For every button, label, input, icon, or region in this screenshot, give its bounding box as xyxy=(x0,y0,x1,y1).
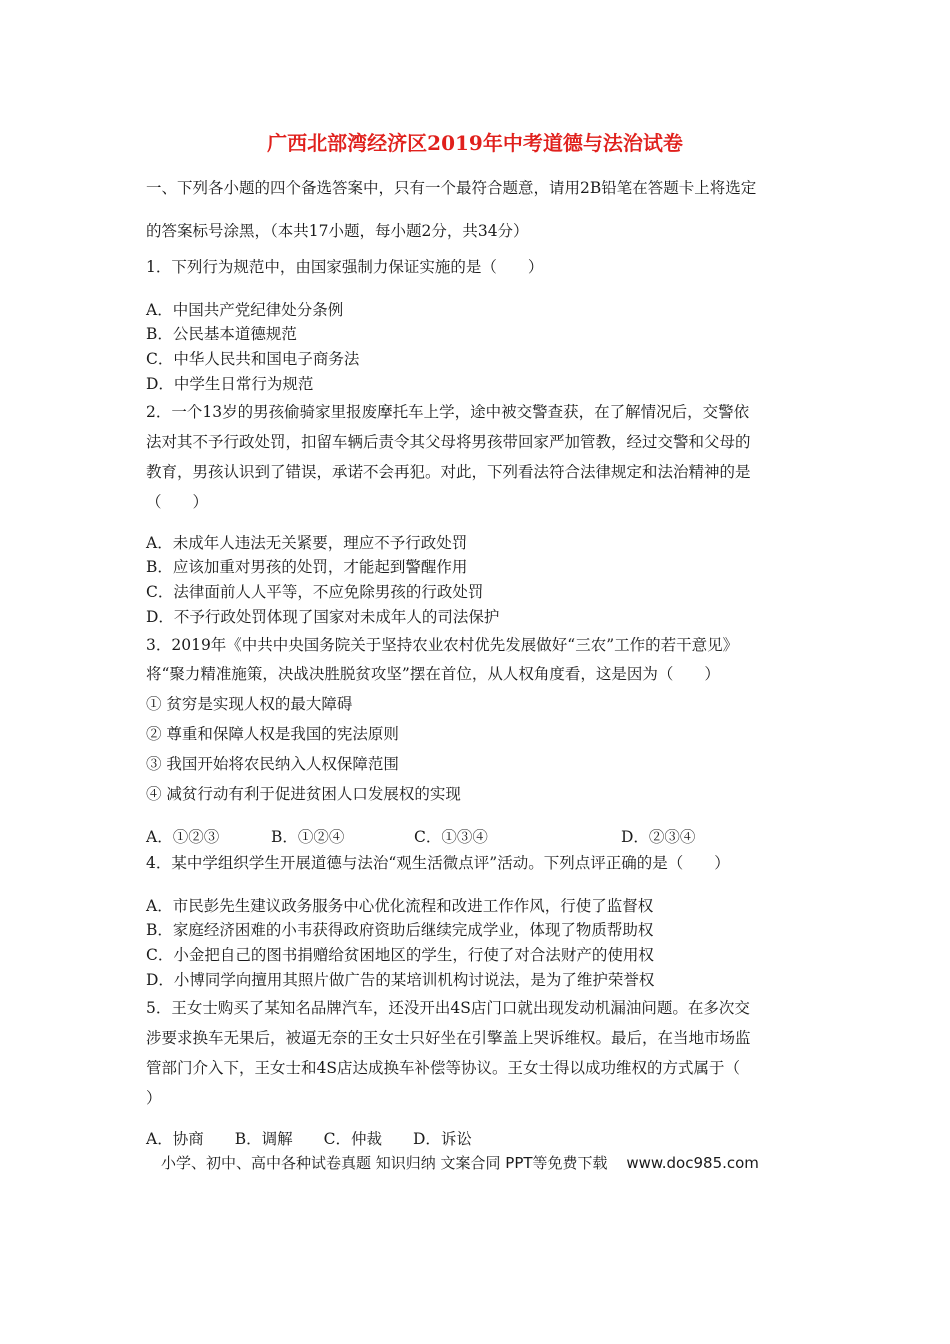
question-3-item-3: ③ 我国开始将农民纳入人权保障范围 xyxy=(146,755,399,773)
question-2-option-b: B．应该加重对男孩的处罚，才能起到警醒作用 xyxy=(146,558,468,576)
question-3-option-b: B．①②④ xyxy=(271,828,345,846)
question-2-option-c: C．法律面前人人平等，不应免除男孩的行政处罚 xyxy=(146,583,484,601)
question-1-option-d: D．中学生日常行为规范 xyxy=(146,375,314,393)
question-2-stem-line4: （ ） xyxy=(146,493,209,511)
question-3-option-d: D．②③④ xyxy=(621,828,696,846)
question-3-item-1: ① 贫穷是实现人权的最大障碍 xyxy=(146,695,353,713)
question-3-option-a: A．①②③ xyxy=(146,828,220,846)
question-2-stem-line3: 教育，男孩认识到了错误，承诺不会再犯。对此，下列看法符合法律规定和法治精神的是 xyxy=(146,463,751,481)
question-1-option-c: C．中华人民共和国电子商务法 xyxy=(146,350,360,368)
question-3-stem-line2: 将“聚力精准施策，决战决胜脱贫攻坚”摆在首位，从人权角度看，这是因为（ ） xyxy=(146,665,720,683)
question-2-option-d: D．不予行政处罚体现了国家对未成年人的司法保护 xyxy=(146,608,500,626)
question-2-stem-line2: 法对其不予行政处罚，扣留车辆后责令其父母将男孩带回家严加管教，经过交警和父母的 xyxy=(146,433,751,451)
question-4-option-a: A．市民彭先生建议政务服务中心优化流程和改进工作作风，行使了监督权 xyxy=(146,897,654,915)
question-4-option-b: B．家庭经济困难的小韦获得政府资助后继续完成学业，体现了物质帮助权 xyxy=(146,921,654,939)
question-1-option-a: A．中国共产党纪律处分条例 xyxy=(146,301,344,319)
question-4-option-d: D．小博同学向擅用其照片做广告的某培训机构讨说法，是为了维护荣誉权 xyxy=(146,971,655,989)
question-3-item-4: ④ 减贫行动有利于促进贫困人口发展权的实现 xyxy=(146,785,461,803)
page-title: 广西北部湾经济区2019年中考道德与法治试卷 xyxy=(267,131,683,155)
question-1-option-b: B．公民基本道德规范 xyxy=(146,325,297,343)
question-3-item-2: ② 尊重和保障人权是我国的宪法原则 xyxy=(146,725,399,743)
section-instruction-line1: 一、下列各小题的四个备选答案中，只有一个最符合题意，请用2B铅笔在答题卡上将选定 xyxy=(146,179,757,197)
question-4-option-c: C．小金把自己的图书捐赠给贫困地区的学生，行使了对合法财产的使用权 xyxy=(146,946,654,964)
section-instruction-line2: 的答案标号涂黑，（本共17小题，每小题2分，共34分） xyxy=(146,222,529,240)
question-2-stem-line1: 2．一个13岁的男孩偷骑家里报废摩托车上学，途中被交警查获，在了解情况后，交警依 xyxy=(146,403,750,421)
footer xyxy=(161,1153,759,1173)
question-1-stem: 1．下列行为规范中，由国家强制力保证实施的是（ ） xyxy=(146,258,544,276)
question-3-option-c: C．①③④ xyxy=(414,828,488,846)
question-5-stem-line4: ） xyxy=(146,1089,162,1107)
question-5-stem-line1: 5．王女士购买了某知名品牌汽车，还没开出4S店门口就出现发动机漏油问题。在多次交 xyxy=(146,999,750,1017)
question-3-stem-line1: 3．2019年《中共中央国务院关于坚持农业农村优先发展做好“三农”工作的若干意见》 xyxy=(146,636,739,654)
footer-text: 小学、初中、高中各种试卷真题 知识归纳 文案合同 PPT等免费下载 xyxy=(161,1154,608,1172)
question-5-stem-line3: 管部门介入下，王女士和4S店达成换车补偿等协议。王女士得以成功维权的方式属于（ xyxy=(146,1059,740,1077)
question-2-option-a: A．未成年人违法无关紧要，理应不予行政处罚 xyxy=(146,534,468,552)
question-5-stem-line2: 涉要求换车无果后，被逼无奈的王女士只好坐在引擎盖上哭诉维权。最后，在当地市场监 xyxy=(146,1029,751,1047)
question-4-stem: 4．某中学组织学生开展道德与法治“观生活微点评”活动。下列点评正确的是（ ） xyxy=(146,854,730,872)
footer-url: www.doc985.com xyxy=(626,1154,759,1172)
question-5-options: A．协商 B．调解 C．仲裁 D．诉讼 xyxy=(146,1130,472,1148)
